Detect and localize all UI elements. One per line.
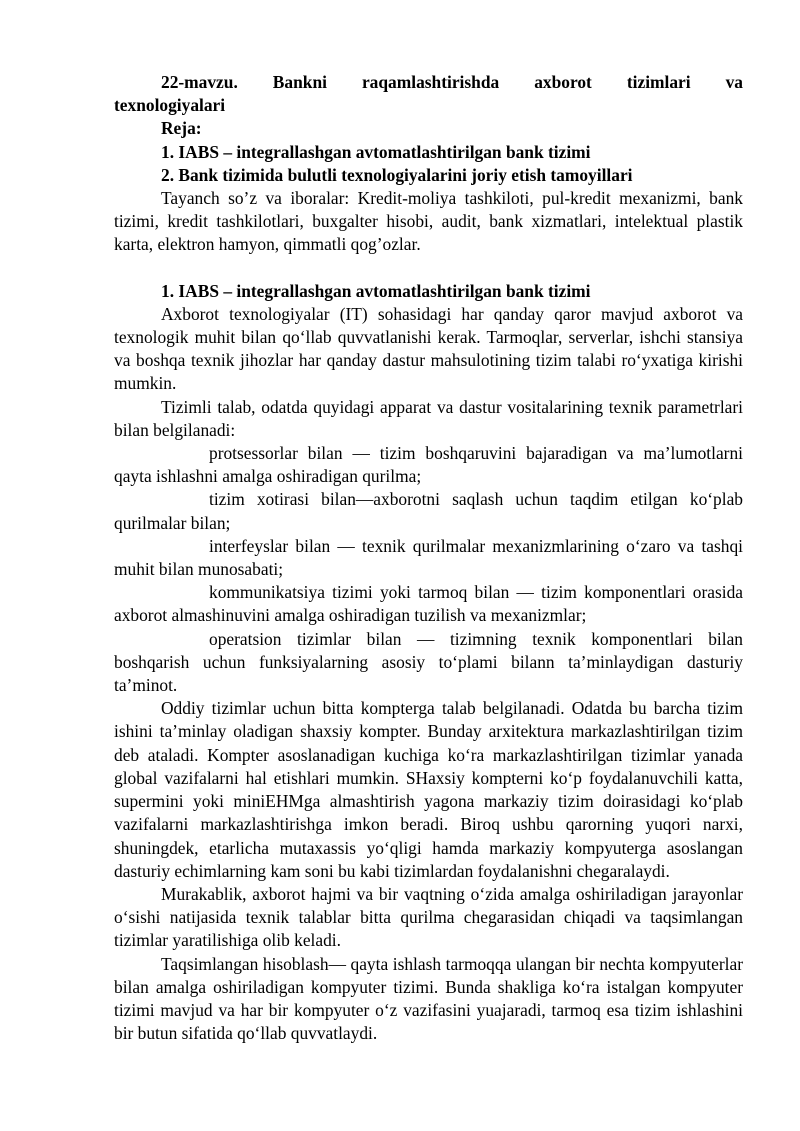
keywords-paragraph: Tayanch so’z va iboralar: Kredit-moliya tashkiloti, pul-kredit mexanizmi, bank tizimi, kredit tashkilotlari, buxgalter hisobi, audit, bank xizmatlari, intelektual plastik karta, elektron hamyon, qimmatli qog’ozlar. [114,188,743,255]
section-1-heading: 1. IABS – integrallashgan avtomatlashtirilgan bank tizimi [161,280,591,301]
plan-item-1: 1. IABS – integrallashgan avtomatlashtirilgan bank tizimi [161,141,591,162]
paragraph-5: Taqsimlangan hisoblash— qayta ishlash tarmoqqa ulangan bir nechta kompyuterlar bilan amalga oshiriladigan kompyuter tizimi. Bunda shakliga ko‘ra istalgan kompyuter tizimi mavjud va har bir kompyuter o‘z vazifasini yuajaradi, tarmoq esa tizim ishlashini bir butun sifatida qo‘llab quvvatlaydi. [114,953,743,1044]
paragraph-4: Murakablik, axborot hajmi va bir vaqtning o‘zida amalga oshiriladigan jarayonlar o‘sishi natijasida texnik talablar bitta qurilma chegarasidan chiqadi va taqsimlangan tizimlar yaratilishiga olib keladi. [114,883,743,951]
list-item-operating-systems: operatsion tizimlar bilan — tizimning texnik komponentlari bilan boshqarish uchun funksiyalarning asosiy to‘plami bilann ta’minlaydigan dasturiy ta’minot. [114,628,743,696]
paragraph-1: Axborot texnologiyalar (IT) sohasidagi har qanday qaror mavjud axborot va texnologik muhit bilan qo‘llab quvvatlanishi kerak. Tarmoqlar, serverlar, ishchi stansiya va boshqa texnik jihozlar har qanday dastur mahsulotining tizim talabi ro‘yxatiga kirishi mumkin. [114,303,743,394]
paragraph-3: Oddiy tizimlar uchun bitta kompterga talab belgilanadi. Odatda bu barcha tizim ishini ta’minlay oladigan shaxsiy kompter. Bunday arxitektura markazlashtirilgan tizim deb ataladi. Kompter asoslanadigan kuchiga ko‘ra markazlashtirilgan tizimlar yanada global vazifalarni hal etishlari mumkin. SHaxsiy kompterni ko‘p foydalanuvchili katta, supermini yoki miniEHMga almashtirish yagona markaziy tizim doirasidagi ko‘plab vazifalarni markazlashtirishga imkon beradi. Biroq ushbu qarorning yuqori narxi, shuningdek, etarlicha mutaxassis yo‘qligi hamda markaziy kompyuterga asoslangan dasturiy echimlarning kam soni bu kabi tizimlardan foydalanishni chegaralaydi. [114,698,743,881]
list-item-processors: protsessorlar bilan — tizim boshqaruvini bajaradigan va ma’lumotlarni qayta ishlashni amalga oshiradigan qurilma; [114,443,743,487]
blank-line [114,257,743,280]
plan-label: Reja: [161,118,202,139]
list-item-interfaces: interfeyslar bilan — texnik qurilmalar mexanizmlarining o‘zaro va tashqi muhit bilan munosabati; [114,535,743,580]
paragraph-2: Tizimli talab, odatda quyidagi apparat va dastur vositalarining texnik parametrlari bilan belgilanadi: [114,396,743,440]
lecture-title-continued: texnologiyalari [114,95,226,116]
list-item-communication: kommunikatsiya tizimi yoki tarmoq bilan — tizim komponentlari orasida axborot almashinuvini amalga oshiradigan tuzilish va mexanizmlar; [114,582,743,626]
lecture-title: 22-mavzu. Bankni raqamlashtirishda axborot tizimlari va [161,72,743,92]
list-item-memory: tizim xotirasi bilan—axborotni saqlash uchun taqdim etilgan ko‘plab qurilmalar bilan; [114,489,743,533]
plan-item-2: 2. Bank tizimida bulutli texnologiyalarini joriy etish tamoyillari [161,164,633,185]
